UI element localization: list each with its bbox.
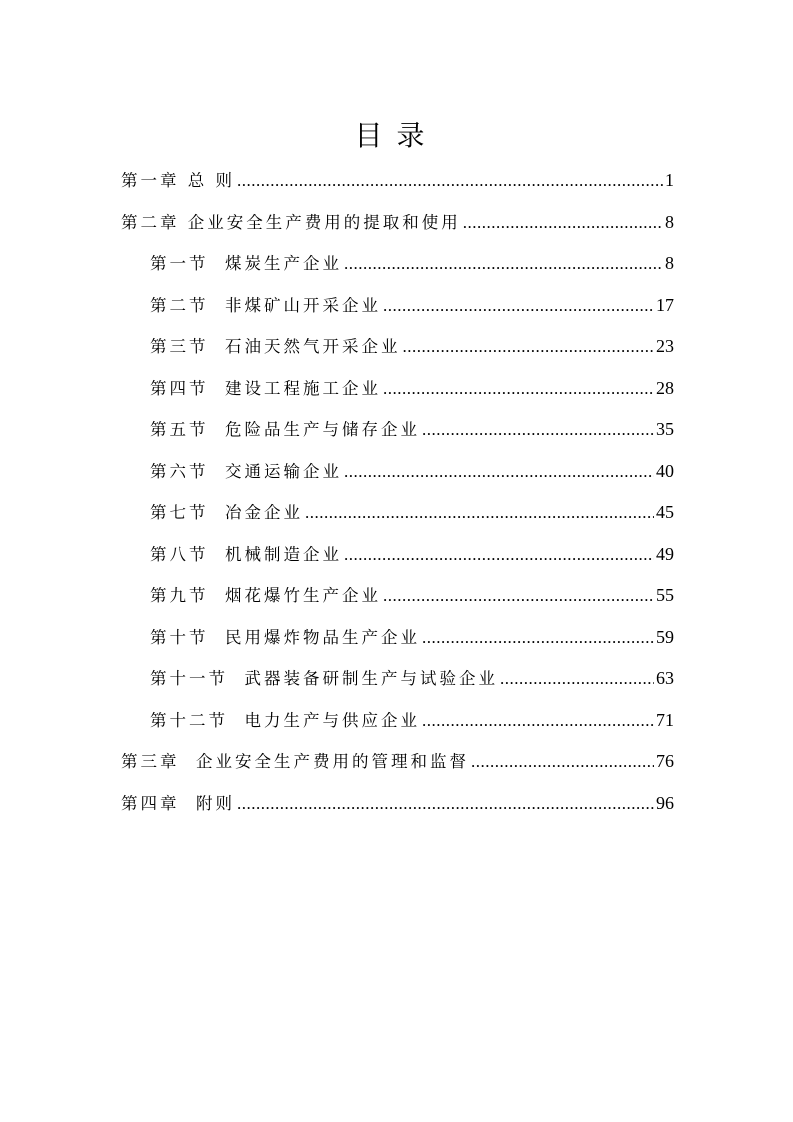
toc-entry[interactable] bbox=[121, 409, 674, 451]
dot-leader bbox=[383, 368, 654, 410]
page-title: 目录 bbox=[354, 119, 439, 152]
dot-leader bbox=[471, 741, 654, 783]
toc-entry[interactable] bbox=[121, 741, 674, 783]
dot-leader bbox=[383, 575, 654, 617]
toc-entry[interactable] bbox=[121, 658, 674, 700]
dot-leader bbox=[383, 285, 654, 327]
toc-entry-label: 第四章 附则 bbox=[121, 793, 235, 813]
toc-page-number: 40 bbox=[656, 460, 674, 481]
toc-entry[interactable] bbox=[121, 243, 674, 285]
toc-entry-label: 第一章 总 则 bbox=[121, 171, 235, 190]
dot-leader bbox=[344, 243, 663, 285]
toc-entry-label: 第三章 企业安全生产费用的管理和监督 bbox=[121, 752, 469, 771]
toc-entry-label: 第九节 烟花爆竹生产企业 bbox=[150, 586, 381, 605]
toc-page-number: 63 bbox=[656, 668, 674, 688]
toc-entry[interactable] bbox=[121, 534, 674, 576]
toc-entry-label: 第六节 交通运输企业 bbox=[150, 461, 342, 481]
toc-page-number: 59 bbox=[656, 626, 674, 647]
toc-page-number: 23 bbox=[656, 336, 674, 356]
toc-entry[interactable] bbox=[121, 451, 674, 493]
toc-entry[interactable] bbox=[121, 202, 674, 244]
toc-entry-label: 第十一节 武器装备研制生产与试验企业 bbox=[150, 669, 498, 688]
toc-entry[interactable] bbox=[121, 575, 674, 617]
toc-entry[interactable] bbox=[121, 326, 674, 368]
toc-entry-label: 第十节 民用爆炸物品生产企业 bbox=[150, 627, 420, 647]
dot-leader bbox=[422, 617, 654, 659]
dot-leader bbox=[422, 409, 654, 451]
toc-page-number: 1 bbox=[665, 170, 674, 190]
dot-leader bbox=[403, 326, 655, 368]
toc-entry-label: 第二章 企业安全生产费用的提取和使用 bbox=[121, 212, 461, 232]
toc-page-number: 8 bbox=[665, 253, 674, 273]
dot-leader bbox=[463, 202, 663, 244]
toc-page-number: 96 bbox=[656, 792, 674, 813]
toc-entry-label: 第一节 煤炭生产企业 bbox=[150, 254, 342, 273]
toc-entry[interactable] bbox=[121, 700, 674, 742]
toc-entry-label: 第十二节 电力生产与供应企业 bbox=[150, 710, 420, 730]
toc-page-number: 71 bbox=[656, 709, 674, 730]
dot-leader bbox=[422, 700, 654, 742]
toc-page-number: 55 bbox=[656, 585, 674, 605]
toc-entry-label: 第八节 机械制造企业 bbox=[150, 544, 342, 564]
dot-leader bbox=[237, 783, 654, 825]
dot-leader bbox=[305, 492, 654, 534]
toc-entry-label: 第四节 建设工程施工企业 bbox=[150, 378, 381, 398]
toc-entry[interactable] bbox=[121, 285, 674, 327]
toc-page-number: 8 bbox=[665, 211, 674, 232]
toc-entry[interactable] bbox=[121, 617, 674, 659]
toc-entry-label: 第三节 石油天然气开采企业 bbox=[150, 337, 401, 356]
table-of-contents bbox=[121, 160, 674, 824]
toc-page-number: 76 bbox=[656, 751, 674, 771]
toc-page-number: 35 bbox=[656, 419, 674, 439]
toc-entry[interactable] bbox=[121, 492, 674, 534]
dot-leader bbox=[344, 534, 654, 576]
toc-page-number: 45 bbox=[656, 502, 674, 522]
toc-entry-label: 第五节 危险品生产与储存企业 bbox=[150, 420, 420, 439]
toc-entry-label: 第二节 非煤矿山开采企业 bbox=[150, 295, 381, 315]
toc-page-number: 17 bbox=[656, 294, 674, 315]
toc-entry[interactable] bbox=[121, 160, 674, 202]
toc-entry[interactable] bbox=[121, 368, 674, 410]
toc-entry-label: 第七节 冶金企业 bbox=[150, 503, 303, 522]
toc-entry[interactable] bbox=[121, 783, 674, 825]
dot-leader bbox=[344, 451, 654, 493]
dot-leader bbox=[237, 160, 663, 202]
toc-page-number: 49 bbox=[656, 543, 674, 564]
toc-page-number: 28 bbox=[656, 377, 674, 398]
dot-leader bbox=[500, 658, 654, 700]
